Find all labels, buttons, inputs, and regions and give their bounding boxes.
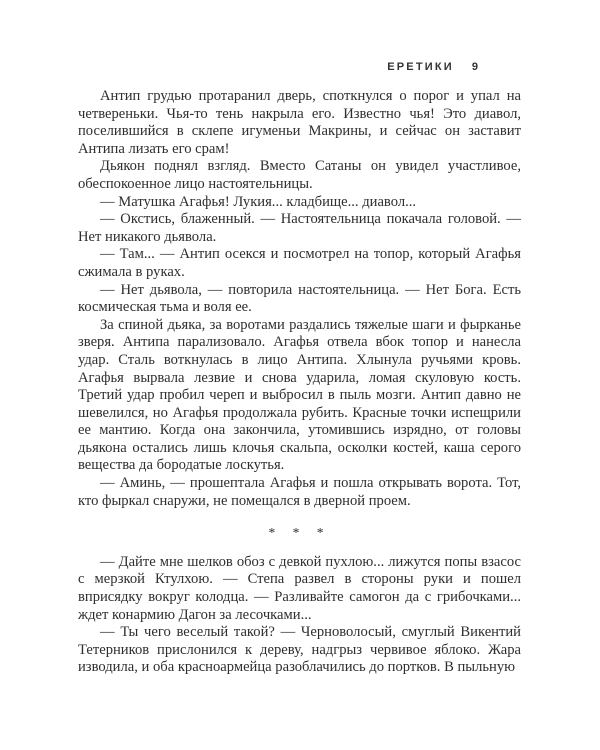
paragraph: — Нет дьявола, — повторила настоятельница. — Нет Бога. Есть космическая тьма и воля ее. bbox=[78, 281, 521, 316]
running-header bbox=[0, 61, 478, 73]
section-separator: * * * bbox=[268, 525, 331, 541]
paragraph: — Дайте мне шелков обоз с девкой пухлою... лижутся попы взасос с мерзкой Ктулхою. — Степа развел в стороны руки и пошел вприсядку вокруг колодца. — Разливайте самогон да с грибочками... ждет конармию Дагон за лесочками... bbox=[78, 553, 521, 623]
paragraph: — Аминь, — прошептала Агафья и пошла открывать ворота. Тот, кто фыркал снаружи, не помещался в дверной проем. bbox=[78, 475, 521, 509]
paragraph: За спиной дьяка, за воротами раздались тяжелые шаги и фырканье зверя. Антипа парализовало. Агафья отвела вбок топор и нанесла удар. Сталь воткнулась в лицо Антипа. Хлынула ручьями кровь. Агафья вырвала лезвие и снова ударила, ломая скуловую кость. Третий удар пробил череп и выбросил в пыль мозги. Антип давно не шевелился, но Агафья продолжала рубить. Красные точки испещрили ее мантию. Когда она закончила, утомившись изрядно, от головы дьякона остались лишь клочья скальпа, осколки костей, каша серого вещества да бородатые лоскутья. bbox=[78, 316, 521, 474]
paragraph: — Ты чего веселый такой? — Черноволосый, смуглый Викентий Тетерников прислонился к дереву, надгрыз червивое яблоко. Жара изводила, и оба красноармейца разоблачились до портков. В пыльную bbox=[78, 624, 521, 676]
paragraph: Антип грудью протаранил дверь, споткнулся о порог и упал на четвереньки. Чья-то тень накрыла его. Известно чья! Это диавол, поселившийся в склепе игуменьи Макрины, и сейчас он заставит Антипа лизать его срам! bbox=[78, 88, 521, 157]
page-number: 9 bbox=[471, 61, 478, 73]
paragraph: — Окстись, блаженный. — Настоятельница покачала головой. — Нет никакого дьявола. bbox=[78, 211, 521, 245]
running-title: ЕРЕТИКИ bbox=[387, 61, 454, 73]
page-text bbox=[78, 88, 521, 677]
paragraph: — Там... — Антип осекся и посмотрел на топор, который Агафья сжимала в руках. bbox=[78, 246, 521, 280]
paragraph: Дьякон поднял взгляд. Вместо Сатаны он увидел участливое, обеспокоенное лицо настоятельницы. bbox=[78, 158, 521, 192]
paragraph: — Матушка Агафья! Лукия... кладбище... диавол... bbox=[100, 193, 417, 210]
